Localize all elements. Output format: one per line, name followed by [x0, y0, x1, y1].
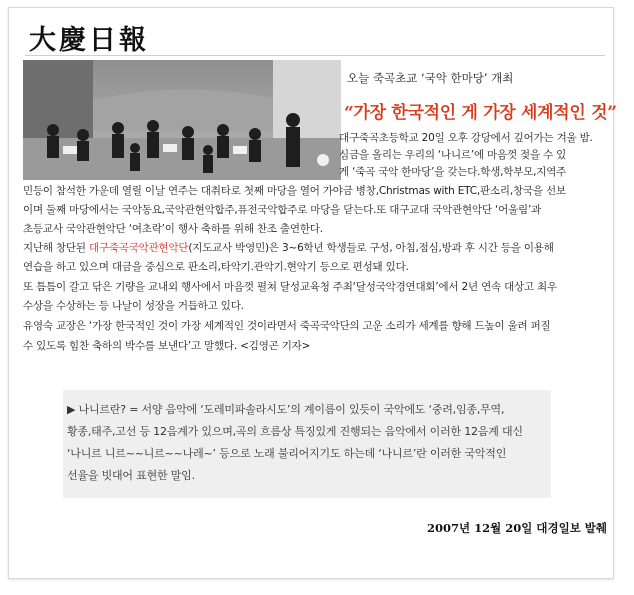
newspaper-masthead: 大慶日報 — [29, 25, 149, 56]
body-line-7-post: (지도교사 박영민)은 3~6학년 학생들로 구성, 아침,점심,방과 후 시간 등을 이용해 — [188, 242, 554, 254]
source-credit: 2007년 12월 20일 대경일보 발췌 — [427, 521, 608, 535]
body-line-12: 수 있도록 힘찬 축하의 박수를 보낸다’고 말했다. <김영곤 기자> — [23, 340, 311, 352]
glossary-note-box — [63, 390, 551, 498]
body-line-1: 대구죽곡초등학교 20일 오후 강당에서 깊어가는 겨울 밤. — [339, 132, 593, 144]
concert-photo-image — [23, 60, 341, 180]
body-line-3: 게 ‘죽곡 국악 한마당’을 갖는다.학생,학부모,지역주 — [339, 166, 567, 178]
note-line-2: 황종,태주,고선 등 12음계가 있으며,곡의 흐름상 특징있게 진행되는 음악에서 이러한 12음계 대신 — [67, 425, 523, 438]
body-line-7 — [23, 240, 554, 257]
concert-photo — [23, 60, 341, 180]
note-line-4: 선율을 빗대어 표현한 말임. — [67, 469, 195, 482]
body-line-9: 또 틈틈이 갈고 닦은 기량을 교내외 행사에서 마음껏 펼쳐 달성교육청 주최‘달성국악경연대회’에서 2년 연속 대상고 최우 — [23, 281, 557, 293]
body-line-5: 이며 둘째 마당에서는 국악동요,국악관현악합주,퓨전국악합주로 마당을 닫는다.또 대구교대 국악관현악단 ‘어울림’과 — [23, 204, 542, 216]
body-line-11: 유영숙 교장은 ‘가장 한국적인 것이 가장 세계적인 것이라면서 죽곡국악단의 고운 소리가 세계를 향해 드높이 울려 퍼질 — [23, 320, 551, 332]
masthead-rule — [25, 55, 605, 56]
note-line-1: ▶ 나니르란? = 서양 음악에 ‘도레미파솔라시도’의 계이름이 있듯이 국악에도 ‘중려,임종,무역, — [67, 403, 505, 416]
body-line-10: 수상을 수상하는 등 나날이 성장을 거듭하고 있다. — [23, 300, 244, 312]
body-line-2: 심금을 올리는 우리의 ‘나니르’에 마음껏 젖을 수 있 — [339, 149, 567, 161]
body-line-7-pre: 지난해 창단된 — [23, 242, 89, 254]
article-frame — [8, 7, 617, 579]
article-headline: “가장 한국적인 게 가장 세계적인 것” — [344, 103, 617, 123]
article-subhead: 오늘 죽곡초교 ‘국악 한마당’ 개최 — [347, 71, 514, 85]
body-line-8: 연습을 하고 있으며 대금을 중심으로 판소리,타악기.관악기.현악기 등으로 편성돼 있다. — [23, 261, 409, 273]
body-line-6: 초등교사 국악관현악단 ‘여초락’이 행사 축하를 위해 찬조 출연한다. — [23, 223, 323, 235]
body-line-4: 민등이 참석한 가운데 열릴 이날 연주는 대취타로 첫째 마당을 열어 가야금 병창,Christmas with ETC,판소리,창국을 선보 — [23, 185, 566, 197]
orchestra-name: 대구죽곡국악관현악단 — [88, 242, 189, 254]
note-line-3: ‘나니르 니르~~니르~~나레~’ 등으로 노래 불리어지기도 하는데 ‘나니르’란 이러한 국악적인 — [67, 447, 507, 460]
